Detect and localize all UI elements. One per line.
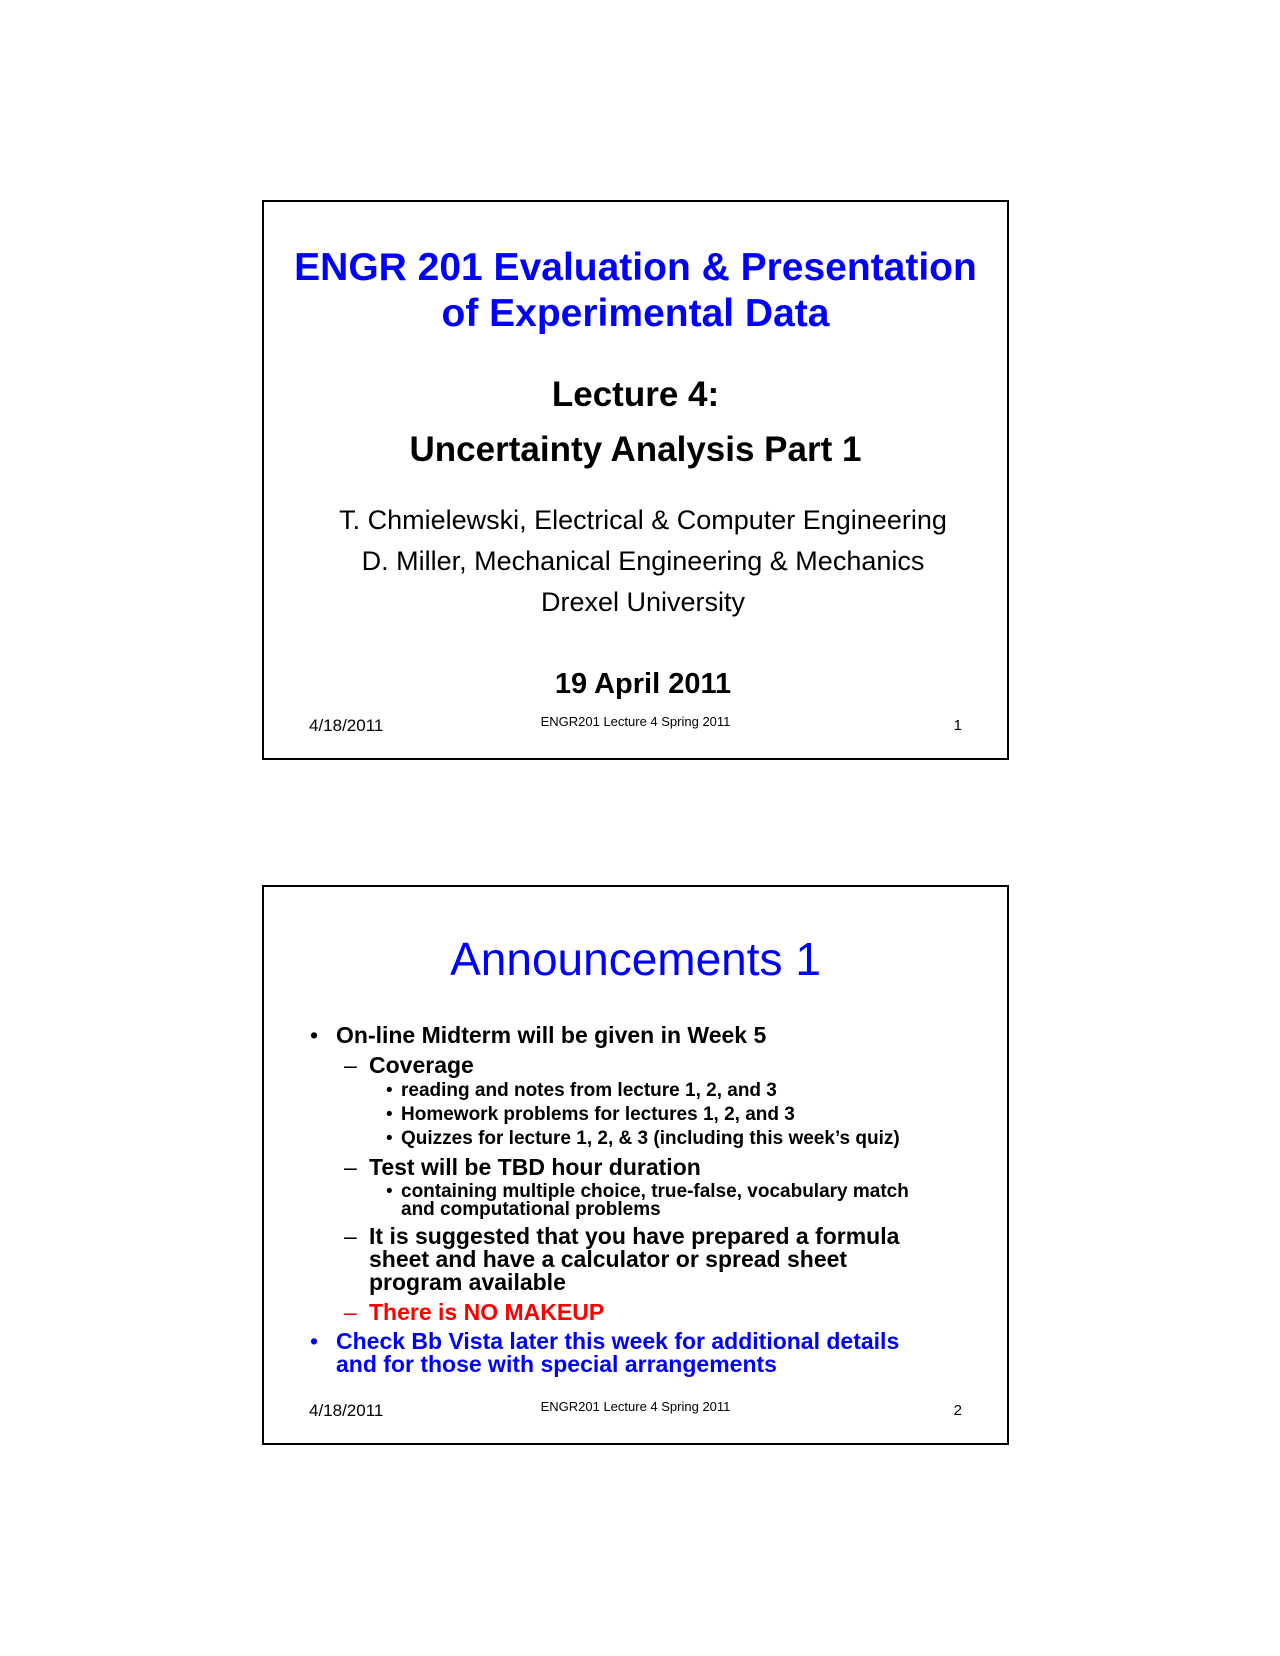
author-1: T. Chmielewski, Electrical & Computer Engineering <box>339 505 947 535</box>
lecture-subtitle: Uncertainty Analysis Part 1 <box>409 430 862 469</box>
list-item-text-line-2: and computational problems <box>401 1199 661 1220</box>
list-item-text-line-1: It is suggested that you have prepared a formula <box>369 1223 900 1249</box>
list-item-text: Test will be TBD hour duration <box>369 1154 701 1180</box>
slide-1 <box>262 200 1009 760</box>
list-item-text: On-line Midterm will be given in Week 5 <box>336 1022 767 1048</box>
list-item-text-line-2: and for those with special arrangements <box>336 1351 777 1377</box>
list-item-text-line-1: containing multiple choice, true-false, vocabulary match <box>401 1181 909 1202</box>
list-item-text-line-3: program available <box>369 1269 566 1295</box>
dash-marker: – <box>344 1299 357 1325</box>
small-bullet-marker: • <box>386 1128 393 1149</box>
footer-page-number: 1 <box>953 717 962 734</box>
list-item-check-vista <box>308 1330 988 1376</box>
list-item-suggestion <box>308 1225 988 1294</box>
dash-marker: – <box>344 1154 357 1180</box>
lecture-number: Lecture 4: <box>551 375 720 414</box>
author-2: D. Miller, Mechanical Engineering & Mechanics <box>361 546 925 576</box>
list-item-text: Homework problems for lectures 1, 2, and 3 <box>401 1104 795 1125</box>
list-item-text-line-1: Check Bb Vista later this week for additional details <box>336 1328 900 1354</box>
bullet-marker: • <box>310 1022 319 1048</box>
slide-title-line-1: ENGR 201 Evaluation & Presentation <box>294 246 977 289</box>
slide-title-line-2: of Experimental Data <box>441 292 830 335</box>
list-item-text: There is NO MAKEUP <box>369 1299 605 1325</box>
list-item-text-line-2: sheet and have a calculator or spread sheet <box>369 1246 848 1272</box>
list-item-coverage-1 <box>308 1081 988 1101</box>
list-item-no-makeup <box>308 1300 988 1324</box>
slide-heading: Announcements 1 <box>450 933 821 985</box>
slide-2 <box>262 885 1009 1445</box>
footer-date: 4/18/2011 <box>309 1401 384 1420</box>
institution: Drexel University <box>540 587 746 617</box>
list-item-midterm <box>308 1023 988 1047</box>
footer-course: ENGR201 Lecture 4 Spring 2011 <box>540 714 731 729</box>
footer-course: ENGR201 Lecture 4 Spring 2011 <box>540 1399 731 1414</box>
list-item-coverage-3 <box>308 1129 988 1149</box>
list-item-text: reading and notes from lecture 1, 2, and 3 <box>401 1080 777 1101</box>
list-item-duration-1 <box>308 1183 988 1219</box>
list-item-duration <box>308 1155 988 1179</box>
small-bullet-marker: • <box>386 1181 393 1202</box>
list-item-text: Coverage <box>369 1052 474 1078</box>
dash-marker: – <box>344 1223 357 1249</box>
list-item-coverage <box>308 1053 988 1077</box>
small-bullet-marker: • <box>386 1080 393 1101</box>
lecture-date: 19 April 2011 <box>554 668 732 700</box>
footer-page-number: 2 <box>953 1402 962 1419</box>
footer-date: 4/18/2011 <box>309 716 384 735</box>
announcement-list <box>308 1019 988 1376</box>
bullet-marker: • <box>310 1328 319 1354</box>
list-item-text: Quizzes for lecture 1, 2, & 3 (including this week’s quiz) <box>401 1128 900 1149</box>
list-item-coverage-2 <box>308 1105 988 1125</box>
small-bullet-marker: • <box>386 1104 393 1125</box>
dash-marker: – <box>344 1052 357 1078</box>
